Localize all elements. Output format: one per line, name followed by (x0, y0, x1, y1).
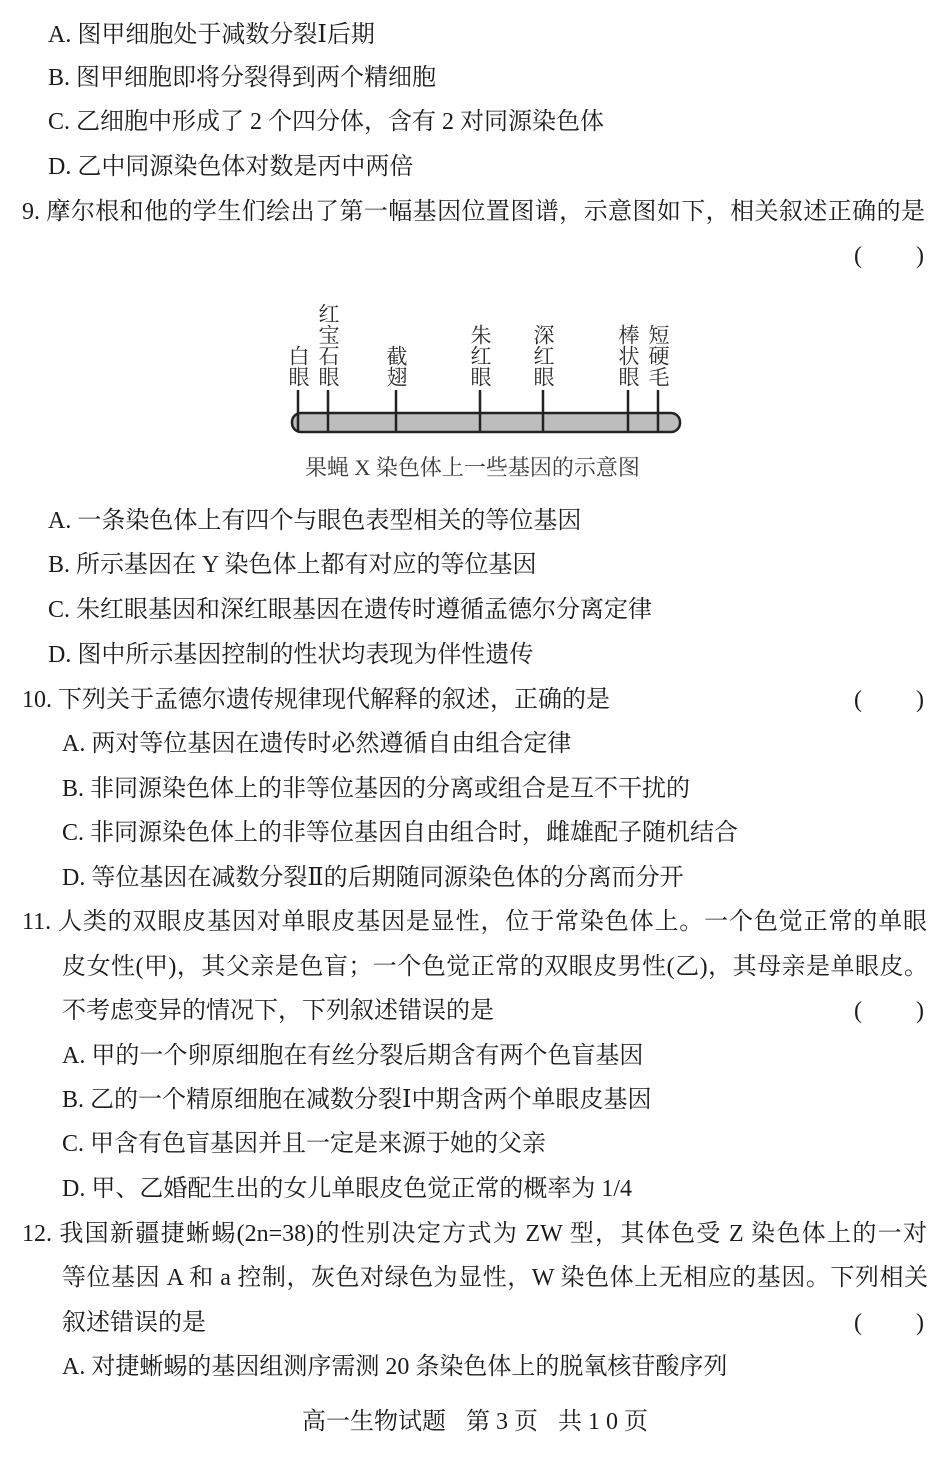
option-b (62, 1085, 652, 1115)
option-text: 等位基因在减数分裂Ⅱ的后期随同源染色体的分离而分开 (91, 865, 684, 891)
chromosome-diagram (0, 295, 950, 445)
option-label: D. (62, 1176, 86, 1202)
option-a (48, 506, 581, 536)
question-11-stem (22, 907, 927, 937)
option-text: 甲、乙婚配生出的女儿单眼皮色觉正常的概率为 1/4 (91, 1176, 633, 1202)
option-label: B. (48, 65, 71, 91)
option-c (62, 818, 738, 848)
option-text: 所示基因在 Y 染色体上都有对应的等位基因 (76, 552, 537, 578)
gene-label-vermilion-eye: 朱红眼 (468, 324, 492, 387)
option-b (62, 774, 690, 804)
option-label: A. (48, 22, 72, 48)
option-text: 一条染色体上有四个与眼色表型相关的等位基因 (77, 508, 582, 534)
footer-page-total: 共 1 0 页 (558, 1409, 648, 1435)
option-a (62, 1352, 727, 1382)
question-9-stem (22, 197, 925, 227)
option-label: C. (62, 820, 85, 846)
option-label: A. (62, 1043, 86, 1069)
option-text: 图甲细胞处于减数分裂Ⅰ后期 (77, 22, 375, 48)
option-a (48, 20, 375, 50)
option-text: 非同源染色体上的非等位基因自由组合时，雌雄配子随机结合 (90, 820, 739, 846)
page-footer (0, 1407, 950, 1437)
option-text: 朱红眼基因和深红眼基因在遗传时遵循孟德尔分离定律 (76, 597, 653, 623)
option-b (48, 63, 436, 93)
gene-label-bar-eye: 棒状眼 (616, 324, 640, 387)
question-12-stem (22, 1219, 927, 1249)
option-label: B. (48, 552, 71, 578)
question-stem-text: 下列关于孟德尔遗传规律现代解释的叙述，正确的是 (58, 687, 610, 713)
option-c (48, 107, 604, 137)
option-text: 两对等位基因在遗传时必然遵循自由组合定律 (91, 731, 572, 757)
option-d (62, 1174, 632, 1204)
question-number: 9. (22, 199, 40, 225)
question-number: 10. (22, 687, 52, 713)
question-stem-continuation: 不考虑变异的情况下，下列叙述错误的是 (62, 998, 494, 1024)
question-stem-continuation: 等位基因 A 和 a 控制，灰色对绿色为显性，W 染色体上无相应的基因。下列相关 (62, 1265, 928, 1291)
gene-label-short-bristle: 短硬毛 (646, 324, 670, 387)
option-label: A. (62, 731, 86, 757)
question-stem-text: 我国新疆捷蜥蜴(2n=38)的性别决定方式为 ZW 型，其体色受 Z 染色体上的一对 (58, 1221, 927, 1247)
option-label: C. (62, 1131, 85, 1157)
option-text: 图中所示基因控制的性状均表现为伴性遗传 (77, 642, 534, 668)
option-text: 对捷蜥蜴的基因组测序需测 20 条染色体上的脱氧核苷酸序列 (91, 1354, 728, 1380)
option-label: B. (62, 1087, 85, 1113)
gene-label-carmine-eye: 深红眼 (531, 324, 555, 387)
option-d (48, 640, 533, 670)
gene-label-cut-wing: 截翅 (384, 345, 408, 387)
option-text: 乙的一个精原细胞在减数分裂Ⅰ中期含两个单眼皮基因 (90, 1087, 652, 1113)
option-label: C. (48, 109, 71, 135)
question-stem-continuation: 皮女性(甲)，其父亲是色盲；一个色觉正常的双眼皮男性(乙)，其母亲是单眼皮。 (62, 954, 928, 980)
option-text: 乙细胞中形成了 2 个四分体，含有 2 对同源染色体 (76, 109, 605, 135)
footer-page-number: 第 3 页 (466, 1409, 538, 1435)
option-d (48, 152, 413, 182)
option-text: 非同源染色体上的非等位基因的分离或组合是互不干扰的 (90, 776, 691, 802)
option-label: B. (62, 776, 85, 802)
question-number: 12. (22, 1221, 52, 1247)
option-label: A. (48, 508, 72, 534)
option-label: C. (48, 597, 71, 623)
option-b (48, 550, 536, 580)
option-text: 甲含有色盲基因并且一定是来源于她的父亲 (90, 1131, 547, 1157)
footer-subject: 高一生物试题 (302, 1409, 446, 1435)
chromosome-figure (0, 295, 950, 445)
option-label: D. (48, 642, 72, 668)
answer-bracket: ( ) (854, 998, 924, 1024)
option-d (62, 863, 684, 893)
option-label: D. (48, 154, 72, 180)
option-text: 图甲细胞即将分裂得到两个精细胞 (76, 65, 437, 91)
option-label: D. (62, 865, 86, 891)
option-text: 甲的一个卵原细胞在有丝分裂后期含有两个色盲基因 (91, 1043, 644, 1069)
x-chromosome-bar (292, 413, 680, 432)
question-stem-text: 人类的双眼皮基因对单眼皮基因是显性，位于常染色体上。一个色觉正常的单眼 (57, 909, 927, 935)
option-c (62, 1129, 546, 1159)
option-text: 乙中同源染色体对数是丙中两倍 (77, 154, 414, 180)
answer-bracket: ( ) (854, 1310, 924, 1336)
gene-label-ruby-eye: 红宝石眼 (316, 303, 340, 387)
option-a (62, 1041, 643, 1071)
answer-bracket: ( ) (854, 687, 924, 713)
figure-caption: 果蝇 X 染色体上一些基因的示意图 (305, 455, 640, 480)
answer-bracket: ( ) (854, 243, 924, 269)
question-10-stem (22, 685, 610, 715)
question-stem-continuation: 叙述错误的是 (62, 1310, 206, 1336)
option-label: A. (62, 1354, 86, 1380)
question-number: 11. (22, 909, 52, 935)
option-c (48, 595, 652, 625)
gene-label-white-eye: 白眼 (286, 345, 310, 387)
question-stem-text: 摩尔根和他的学生们绘出了第一幅基因位置图谱，示意图如下，相关叙述正确的是 (46, 199, 925, 225)
option-a (62, 729, 571, 759)
